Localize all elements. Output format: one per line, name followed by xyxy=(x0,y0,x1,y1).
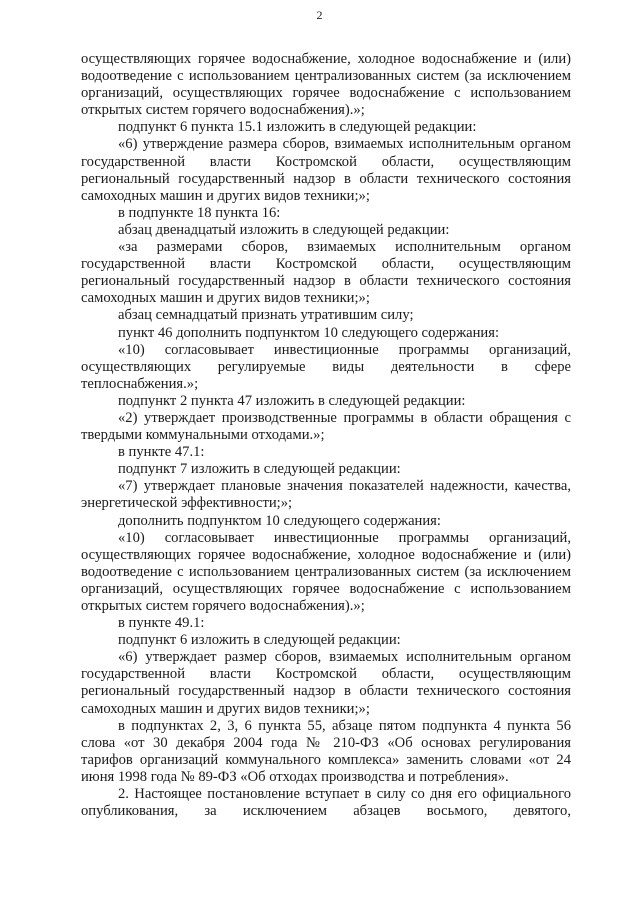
paragraph: «7) утверждает плановые значения показателей надежности, качества, энергетической эффективности;»; xyxy=(81,478,571,512)
page-number: 2 xyxy=(316,8,323,22)
paragraph: подпункт 6 пункта 15.1 изложить в следующей редакции: xyxy=(118,119,477,136)
paragraph: абзац двенадцатый изложить в следующей редакции: xyxy=(118,221,450,238)
paragraph: «за размерами сборов, взимаемых исполнительным органом государственной власти Костромской области, осуществляющим региональный государственный надзор в области технического состояния самоходных машин и других видов техники;»; xyxy=(81,239,571,307)
paragraph: подпункт 7 изложить в следующей редакции: xyxy=(118,461,401,478)
paragraph: дополнить подпунктом 10 следующего содержания: xyxy=(118,512,441,529)
document-body xyxy=(81,51,571,820)
paragraph: 2. Настоящее постановление вступает в силу со дня его официального опубликования, за исключением абзацев восьмого, девятого, xyxy=(81,786,571,820)
paragraph: «2) утверждает производственные программы в области обращения с твердыми коммунальными отходами.»; xyxy=(81,409,571,444)
paragraph: подпункт 2 пункта 47 изложить в следующей редакции: xyxy=(118,392,466,409)
paragraph: «6) утверждает размер сборов, взимаемых исполнительным органом государственной власти Костромской области, осуществляющим региональный государственный надзор в области технического состояния самоходных машин и других видов техники;»; xyxy=(81,649,571,717)
paragraph: пункт 46 дополнить подпунктом 10 следующего содержания: xyxy=(118,324,500,341)
paragraph: в пункте 49.1: xyxy=(118,615,205,632)
paragraph: в подпунктах 2, 3, 6 пункта 55, абзаце пятом подпункта 4 пункта 56 слова «от 30 декабря 2004 года № 210-ФЗ «Об основах регулирования тарифов организаций коммунального комплекса» заменить словами «от 24 июня 1998 года № 89-ФЗ «Об отходах производства и потребления». xyxy=(81,717,571,785)
paragraph: «6) утверждение размера сборов, взимаемых исполнительным органом государственной власти Костромской области, осуществляющим региональный государственный надзор в области технического состояния самоходных машин и других видов техники;»; xyxy=(81,136,571,204)
paragraph: подпункт 6 изложить в следующей редакции: xyxy=(118,632,401,649)
paragraph: осуществляющих горячее водоснабжение, холодное водоснабжение и (или) водоотведение с использованием централизованных систем (за исключением организаций, осуществляющих горячее водоснабжение с использованием открытых систем горячего водоснабжения).»; xyxy=(81,51,571,119)
paragraph: «10) согласовывает инвестиционные программы организаций, осуществляющих горячее водоснабжение, холодное водоснабжение и (или) водоотведение с использованием централизованных систем (за исключением организаций, осуществляющих горячее водоснабжение с использованием открытых систем горячего водоснабжения).»; xyxy=(81,529,571,614)
paragraph: в подпункте 18 пункта 16: xyxy=(118,204,281,221)
paragraph: «10) согласовывает инвестиционные программы организаций, осуществляющих регулируемые виды деятельности в сфере теплоснабжения.»; xyxy=(81,341,571,392)
paragraph: абзац семнадцатый признать утратившим силу; xyxy=(118,307,414,324)
paragraph: в пункте 47.1: xyxy=(118,444,205,461)
